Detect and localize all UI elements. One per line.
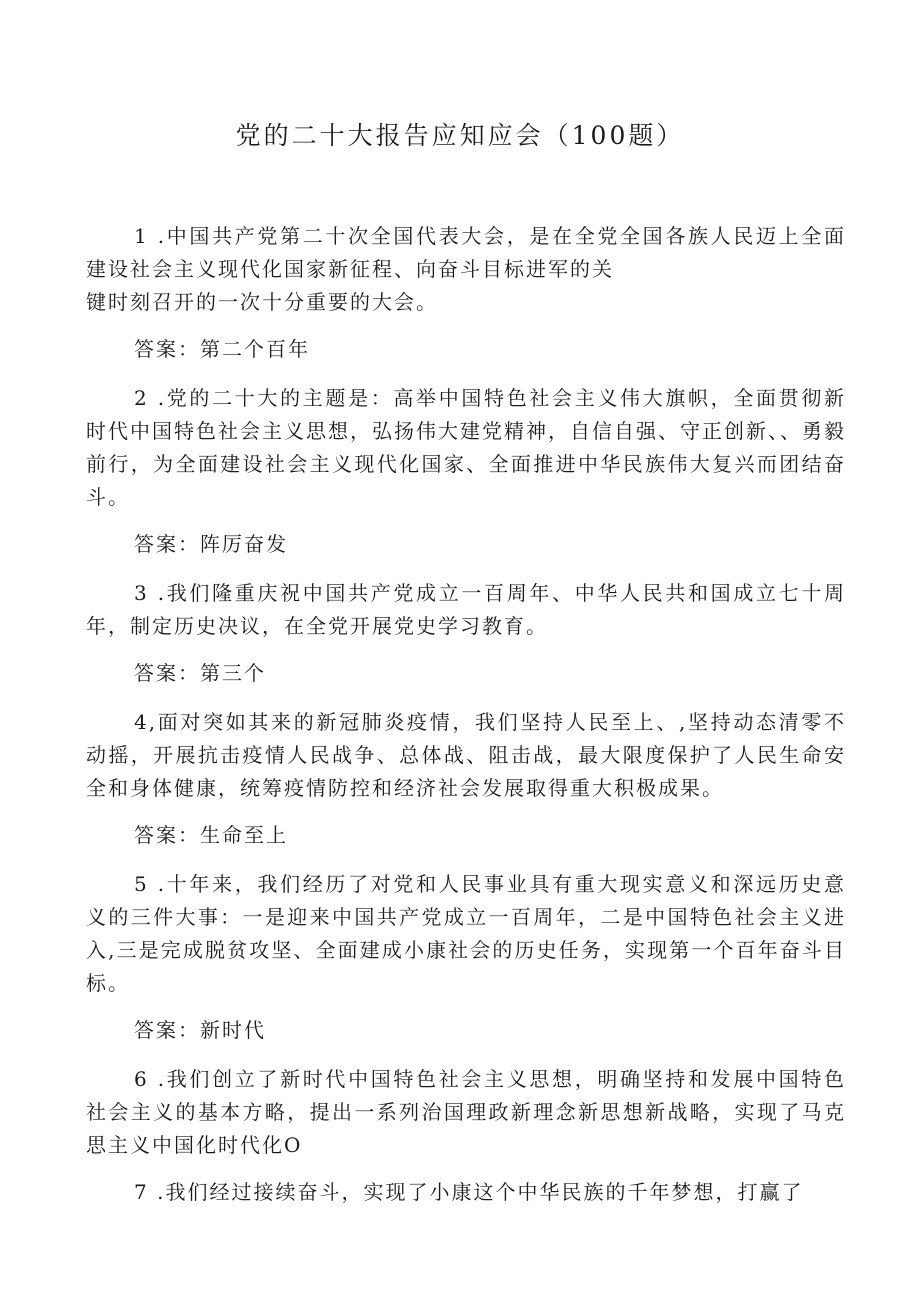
- question-1: [86, 220, 846, 319]
- question-4: [86, 706, 846, 805]
- question-text: 1 .中国共产党第二十次全国代表大会，是在全党全国各族人民迈上全面建设社会主义现代化国家新征程、向奋斗目标进军的关: [86, 224, 846, 281]
- question-7: [86, 1176, 846, 1209]
- answer-1: 答案：第二个百年: [134, 337, 310, 361]
- question-text: 7 .我们经过接续奋斗，实现了小康这个中华民族的千年梦想，打赢了: [134, 1180, 804, 1204]
- answer-5: 答案：新时代: [134, 1018, 266, 1042]
- question-text: 4,面对突如其来的新冠肺炎疫情，我们坚持人民至上、,坚持动态清零不动摇，开展抗击疫情人民战争、总体战、阻击战，最大限度保护了人民生命安全和身体健康，统筹疫情防控和经济社会发展取得重大积极成果。: [86, 710, 846, 800]
- question-list: [86, 220, 846, 1223]
- question-3: [86, 577, 846, 643]
- question-2: [86, 382, 846, 514]
- answer-3: 答案：第三个: [134, 661, 266, 685]
- question-text: 3 .我们隆重庆祝中国共产党成立一百周年、中华人民共和国成立七十周年，制定历史决议，在全党开展党史学习教育。: [86, 581, 846, 638]
- question-6: [86, 1063, 846, 1162]
- answer-2: 答案：阵厉奋发: [134, 532, 288, 556]
- question-text: 6 .我们创立了新时代中国特色社会主义思想，明确坚持和发展中国特色社会主义的基本方略，提出一系列治国理政新理念新思想新战略，实现了马克思主义中国化时代化O: [86, 1067, 846, 1157]
- question-5: [86, 868, 846, 1000]
- question-text: 5 .十年来，我们经历了对党和人民事业具有重大现实意义和深远历史意义的三件大事：一是迎来中国共产党成立一百周年，二是中国特色社会主义进入,三是完成脱贫攻坚、全面建成小康社会的历史任务，实现第一个百年奋斗目标。: [86, 872, 846, 995]
- question-text: 2 .党的二十大的主题是：高举中国特色社会主义伟大旗帜，全面贯彻新时代中国特色社会主义思想，弘扬伟大建党精神，自信自强、守正创新、、勇毅前行，为全面建设社会主义现代化国家、全面推进中华民族伟大复兴而团结奋斗。: [86, 386, 846, 509]
- page-title: 党的二十大报告应知应会（100题）: [235, 121, 685, 150]
- answer-4: 答案：生命至上: [134, 823, 288, 847]
- question-text-continued: 键时刻召开的一次十分重要的大会。: [86, 290, 438, 314]
